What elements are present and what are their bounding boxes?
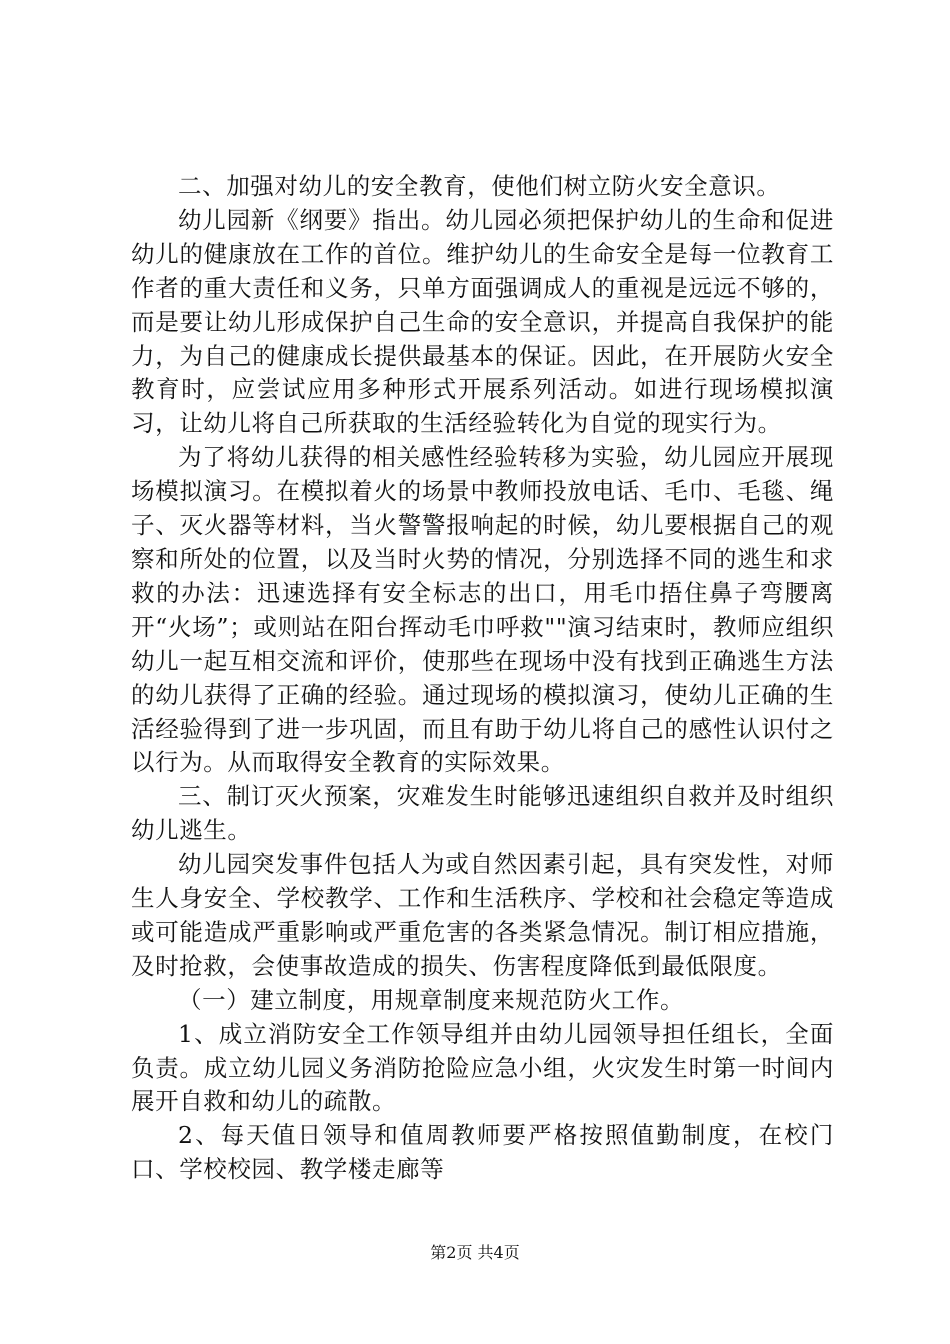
paragraph-drill: 为了将幼儿获得的相关感性经验转移为实验，幼儿园应开展现场模拟演习。在模拟着火的场景中教师投放电话、毛巾、毛毯、绳子、灭火器等材料，当火警警报响起的时候，幼儿要根据自己的观察和所处的位置，以及当时火势的情况，分别选择不同的逃生和求救的办法：迅速选择有安全标志的出口，用毛巾捂住鼻子弯腰离开“火场”；或则站在阳台挥动毛巾呼救""演习结束时，教师应组织幼儿一起互相交流和评价，使那些在现场中没有找到正确逃生方法的幼儿获得了正确的经验。通过现场的模拟演习，使幼儿正确的生活经验得到了进一步巩固，而且有助于幼儿将自己的感性认识付之以行为。从而取得安全教育的实际效果。 [131, 443, 834, 777]
document-body [131, 170, 834, 1187]
list-item-1: 1、成立消防安全工作领导组并由幼儿园领导担任组长，全面负责。成立幼儿园义务消防抢险应急小组，火灾发生时第一时间内展开自救和幼儿的疏散。 [131, 1019, 834, 1116]
list-item-2: 2、每天值日领导和值周教师要严格按照值勤制度，在校门口、学校校园、教学楼走廊等 [131, 1121, 834, 1184]
section-heading-2: 二、加强对幼儿的安全教育，使他们树立防火安全意识。 [178, 172, 781, 200]
paragraph-emergency: 幼儿园突发事件包括人为或自然因素引起，具有突发性，对师生人身安全、学校教学、工作和生活秩序、学校和社会稳定等造成或可能造成严重影响或严重危害的各类紧急情况。制订相应措施，及时抢救，会使事故造成的损失、伤害程度降低到最低限度。 [131, 850, 834, 980]
page-number-footer: 第2页 共4页 [430, 1243, 520, 1262]
subsection-heading-1: （一）建立制度，用规章制度来规范防火工作。 [178, 985, 685, 1014]
paragraph-guideline: 幼儿园新《纲要》指出。幼儿园必须把保护幼儿的生命和促进幼儿的健康放在工作的首位。维护幼儿的生命安全是每一位教育工作者的重大责任和义务，只单方面强调成人的重视是远远不够的，而是要让幼儿形成保护自己生命的安全意识，并提高自我保护的能力，为自己的健康成长提供最基本的保证。因此，在开展防火安全教育时，应尝试应用多种形式开展系列活动。如进行现场模拟演习，让幼儿将自己所获取的生活经验转化为自觉的现实行为。 [131, 205, 834, 438]
section-heading-3: 三、制订灭火预案，灾难发生时能够迅速组织自救并及时组织幼儿逃生。 [131, 782, 834, 845]
